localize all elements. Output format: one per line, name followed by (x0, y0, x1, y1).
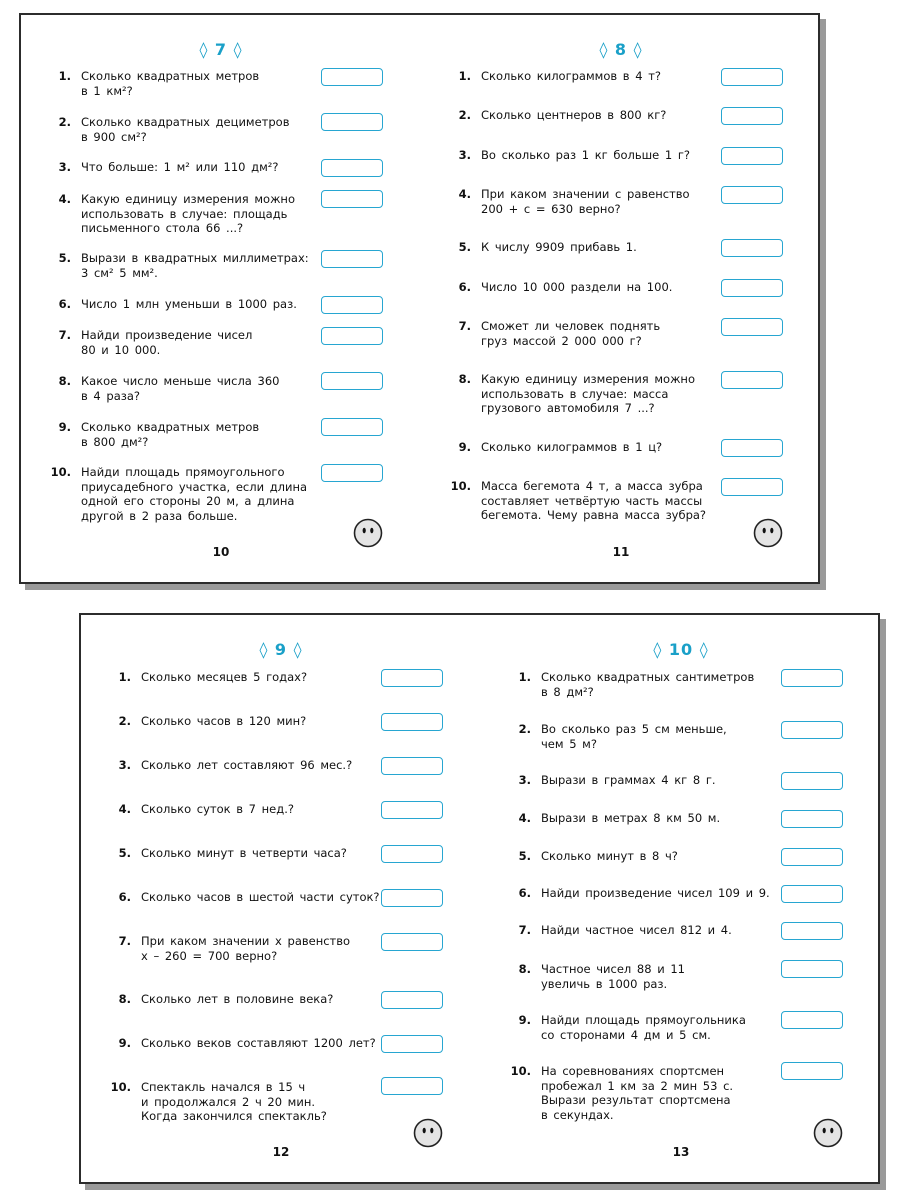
answer-box[interactable] (321, 296, 383, 314)
question-text: Сможет ли человек поднять груз массой 2 000 000 г? (481, 319, 661, 348)
question-text: При каком значении с равенство 200 + с = 630 верно? (481, 187, 690, 216)
question-number: 4. (518, 811, 531, 825)
question-text: Сколько суток в 7 нед.? (141, 802, 294, 816)
answer-box[interactable] (721, 239, 783, 257)
answer-box[interactable] (721, 371, 783, 389)
question-number: 2. (58, 115, 71, 129)
section-title-9: ◊ 9 ◊ (259, 640, 303, 659)
question-number: 2. (118, 714, 131, 728)
answer-box[interactable] (781, 1062, 843, 1080)
answer-box[interactable] (781, 1011, 843, 1029)
question-text: Масса бегемота 4 т, а масса зубра составляет четвёртую часть массы бегемота. Чему равна масса зубра? (481, 479, 707, 522)
answer-box[interactable] (781, 810, 843, 828)
question-number: 2. (518, 722, 531, 736)
question-text: Найди площадь прямоугольного приусадебного участка, если длина одной его стороны 20 м, а длина другой в 2 раза больше. (81, 465, 308, 523)
question-text: При каком значении х равенство х – 260 = 700 верно? (141, 934, 351, 963)
question-number: 4. (58, 192, 71, 206)
answer-box[interactable] (321, 464, 383, 482)
question-text: На соревнованиях спортсмен пробежал 1 км за 2 мин 53 с. Вырази результат спортсмена в секундах. (541, 1064, 734, 1122)
question-number: 4. (118, 802, 131, 816)
section-title-10: ◊ 10 ◊ (653, 640, 709, 659)
question-text: Сколько квадратных сантиметров в 8 дм²? (541, 670, 755, 699)
question-text: Найди площадь прямоугольника со сторонами 4 дм и 5 см. (541, 1013, 746, 1042)
question-number: 3. (518, 773, 531, 787)
smiley-face-icon (753, 518, 783, 548)
top-spread (19, 13, 820, 584)
answer-box[interactable] (321, 372, 383, 390)
question-number: 4. (458, 187, 471, 201)
question-number: 1. (458, 69, 471, 83)
answer-box[interactable] (781, 922, 843, 940)
answer-box[interactable] (381, 933, 443, 951)
question-number: 7. (458, 319, 471, 333)
answer-box[interactable] (721, 279, 783, 297)
question-number: 5. (58, 251, 71, 265)
question-number: 5. (458, 240, 471, 254)
smiley-face-icon (813, 1118, 843, 1148)
question-text: Вырази в квадратных миллиметрах: 3 см² 5 мм². (81, 251, 309, 280)
question-number: 6. (118, 890, 131, 904)
question-text: Во сколько раз 5 см меньше, чем 5 м? (541, 722, 727, 751)
question-text: Число 1 млн уменьши в 1000 раз. (81, 297, 297, 311)
question-text: Какое число меньше числа 360 в 4 раза? (81, 374, 280, 403)
answer-box[interactable] (721, 147, 783, 165)
bottom-spread (79, 613, 880, 1184)
answer-box[interactable] (321, 418, 383, 436)
answer-box[interactable] (381, 1035, 443, 1053)
question-text: Сколько месяцев 5 годах? (141, 670, 308, 684)
question-text: Сколько центнеров в 800 кг? (481, 108, 667, 122)
question-number: 1. (518, 670, 531, 684)
answer-box[interactable] (321, 68, 383, 86)
page-number: 10 (212, 545, 230, 559)
question-text: Число 10 000 раздели на 100. (481, 280, 673, 294)
answer-box[interactable] (381, 1077, 443, 1095)
answer-box[interactable] (321, 250, 383, 268)
question-number: 9. (518, 1013, 531, 1027)
question-text: Сколько часов в шестой части суток? (141, 890, 380, 904)
question-number: 2. (458, 108, 471, 122)
question-text: Спектакль начался в 15 ч и продолжался 2 ч 20 мин. Когда закончился спектакль? (141, 1080, 327, 1123)
question-number: 7. (518, 923, 531, 937)
answer-box[interactable] (721, 186, 783, 204)
question-text: Что больше: 1 м² или 110 дм²? (81, 160, 279, 174)
smiley-face-icon (413, 1118, 443, 1148)
page-10 (21, 15, 421, 582)
question-number: 9. (458, 440, 471, 454)
answer-box[interactable] (721, 478, 783, 496)
answer-box[interactable] (381, 713, 443, 731)
answer-box[interactable] (781, 669, 843, 687)
answer-box[interactable] (381, 801, 443, 819)
question-number: 10. (50, 465, 71, 479)
question-text: Найди произведение чисел 109 и 9. (541, 886, 770, 900)
answer-box[interactable] (381, 669, 443, 687)
question-number: 6. (458, 280, 471, 294)
question-text: Сколько часов в 120 мин? (141, 714, 307, 728)
answer-box[interactable] (321, 159, 383, 177)
question-text: Сколько килограммов в 1 ц? (481, 440, 663, 454)
question-number: 5. (118, 846, 131, 860)
question-number: 8. (118, 992, 131, 1006)
question-number: 6. (58, 297, 71, 311)
section-title-8: ◊ 8 ◊ (599, 40, 643, 59)
smiley-face-icon (353, 518, 383, 548)
answer-box[interactable] (781, 848, 843, 866)
question-number: 3. (458, 148, 471, 162)
question-text: Сколько лет составляют 96 мес.? (141, 758, 353, 772)
page-number: 13 (672, 1145, 690, 1159)
question-text: Какую единицу измерения можно использовать в случае: масса грузового автомобиля 7 ...? (481, 372, 695, 415)
question-text: Найди произведение чисел 80 и 10 000. (81, 328, 253, 357)
question-text: Сколько минут в 8 ч? (541, 849, 678, 863)
question-text: Частное чисел 88 и 11 увеличь в 1000 раз. (541, 962, 685, 991)
answer-box[interactable] (781, 885, 843, 903)
question-text: Найди частное чисел 812 и 4. (541, 923, 732, 937)
page-number: 11 (612, 545, 630, 559)
question-number: 7. (118, 934, 131, 948)
answer-box[interactable] (721, 107, 783, 125)
question-text: К числу 9909 прибавь 1. (481, 240, 637, 254)
answer-box[interactable] (321, 327, 383, 345)
answer-box[interactable] (381, 991, 443, 1009)
question-number: 8. (458, 372, 471, 386)
answer-box[interactable] (781, 772, 843, 790)
question-number: 5. (518, 849, 531, 863)
answer-box[interactable] (321, 113, 383, 131)
answer-box[interactable] (381, 845, 443, 863)
question-text: Сколько квадратных дециметров в 900 см²? (81, 115, 290, 144)
question-text: Сколько минут в четверти часа? (141, 846, 347, 860)
question-text: Сколько квадратных метров в 800 дм²? (81, 420, 260, 449)
question-text: Вырази в метрах 8 км 50 м. (541, 811, 721, 825)
question-number: 10. (510, 1064, 531, 1078)
question-text: Сколько веков составляют 1200 лет? (141, 1036, 376, 1050)
question-text: Сколько лет в половине века? (141, 992, 334, 1006)
question-number: 9. (118, 1036, 131, 1050)
question-number: 3. (118, 758, 131, 772)
question-number: 1. (58, 69, 71, 83)
question-number: 7. (58, 328, 71, 342)
answer-box[interactable] (721, 318, 783, 336)
section-title-7: ◊ 7 ◊ (199, 40, 243, 59)
question-text: Во сколько раз 1 кг больше 1 г? (481, 148, 691, 162)
page-12 (81, 615, 481, 1182)
question-number: 9. (58, 420, 71, 434)
question-number: 1. (118, 670, 131, 684)
page-11 (421, 15, 821, 582)
answer-box[interactable] (321, 190, 383, 208)
page-13 (481, 615, 881, 1182)
answer-box[interactable] (721, 68, 783, 86)
question-text: Какую единицу измерения можно использовать в случае: площадь письменного стола 66 ...? (81, 192, 295, 235)
page-number: 12 (272, 1145, 290, 1159)
answer-box[interactable] (781, 960, 843, 978)
question-number: 10. (110, 1080, 131, 1094)
answer-box[interactable] (381, 889, 443, 907)
question-number: 6. (518, 886, 531, 900)
question-number: 8. (518, 962, 531, 976)
question-text: Сколько квадратных метров в 1 км²? (81, 69, 260, 98)
answer-box[interactable] (721, 439, 783, 457)
answer-box[interactable] (381, 757, 443, 775)
question-text: Сколько килограммов в 4 т? (481, 69, 662, 83)
question-number: 8. (58, 374, 71, 388)
question-number: 3. (58, 160, 71, 174)
question-number: 10. (450, 479, 471, 493)
answer-box[interactable] (781, 721, 843, 739)
question-text: Вырази в граммах 4 кг 8 г. (541, 773, 716, 787)
